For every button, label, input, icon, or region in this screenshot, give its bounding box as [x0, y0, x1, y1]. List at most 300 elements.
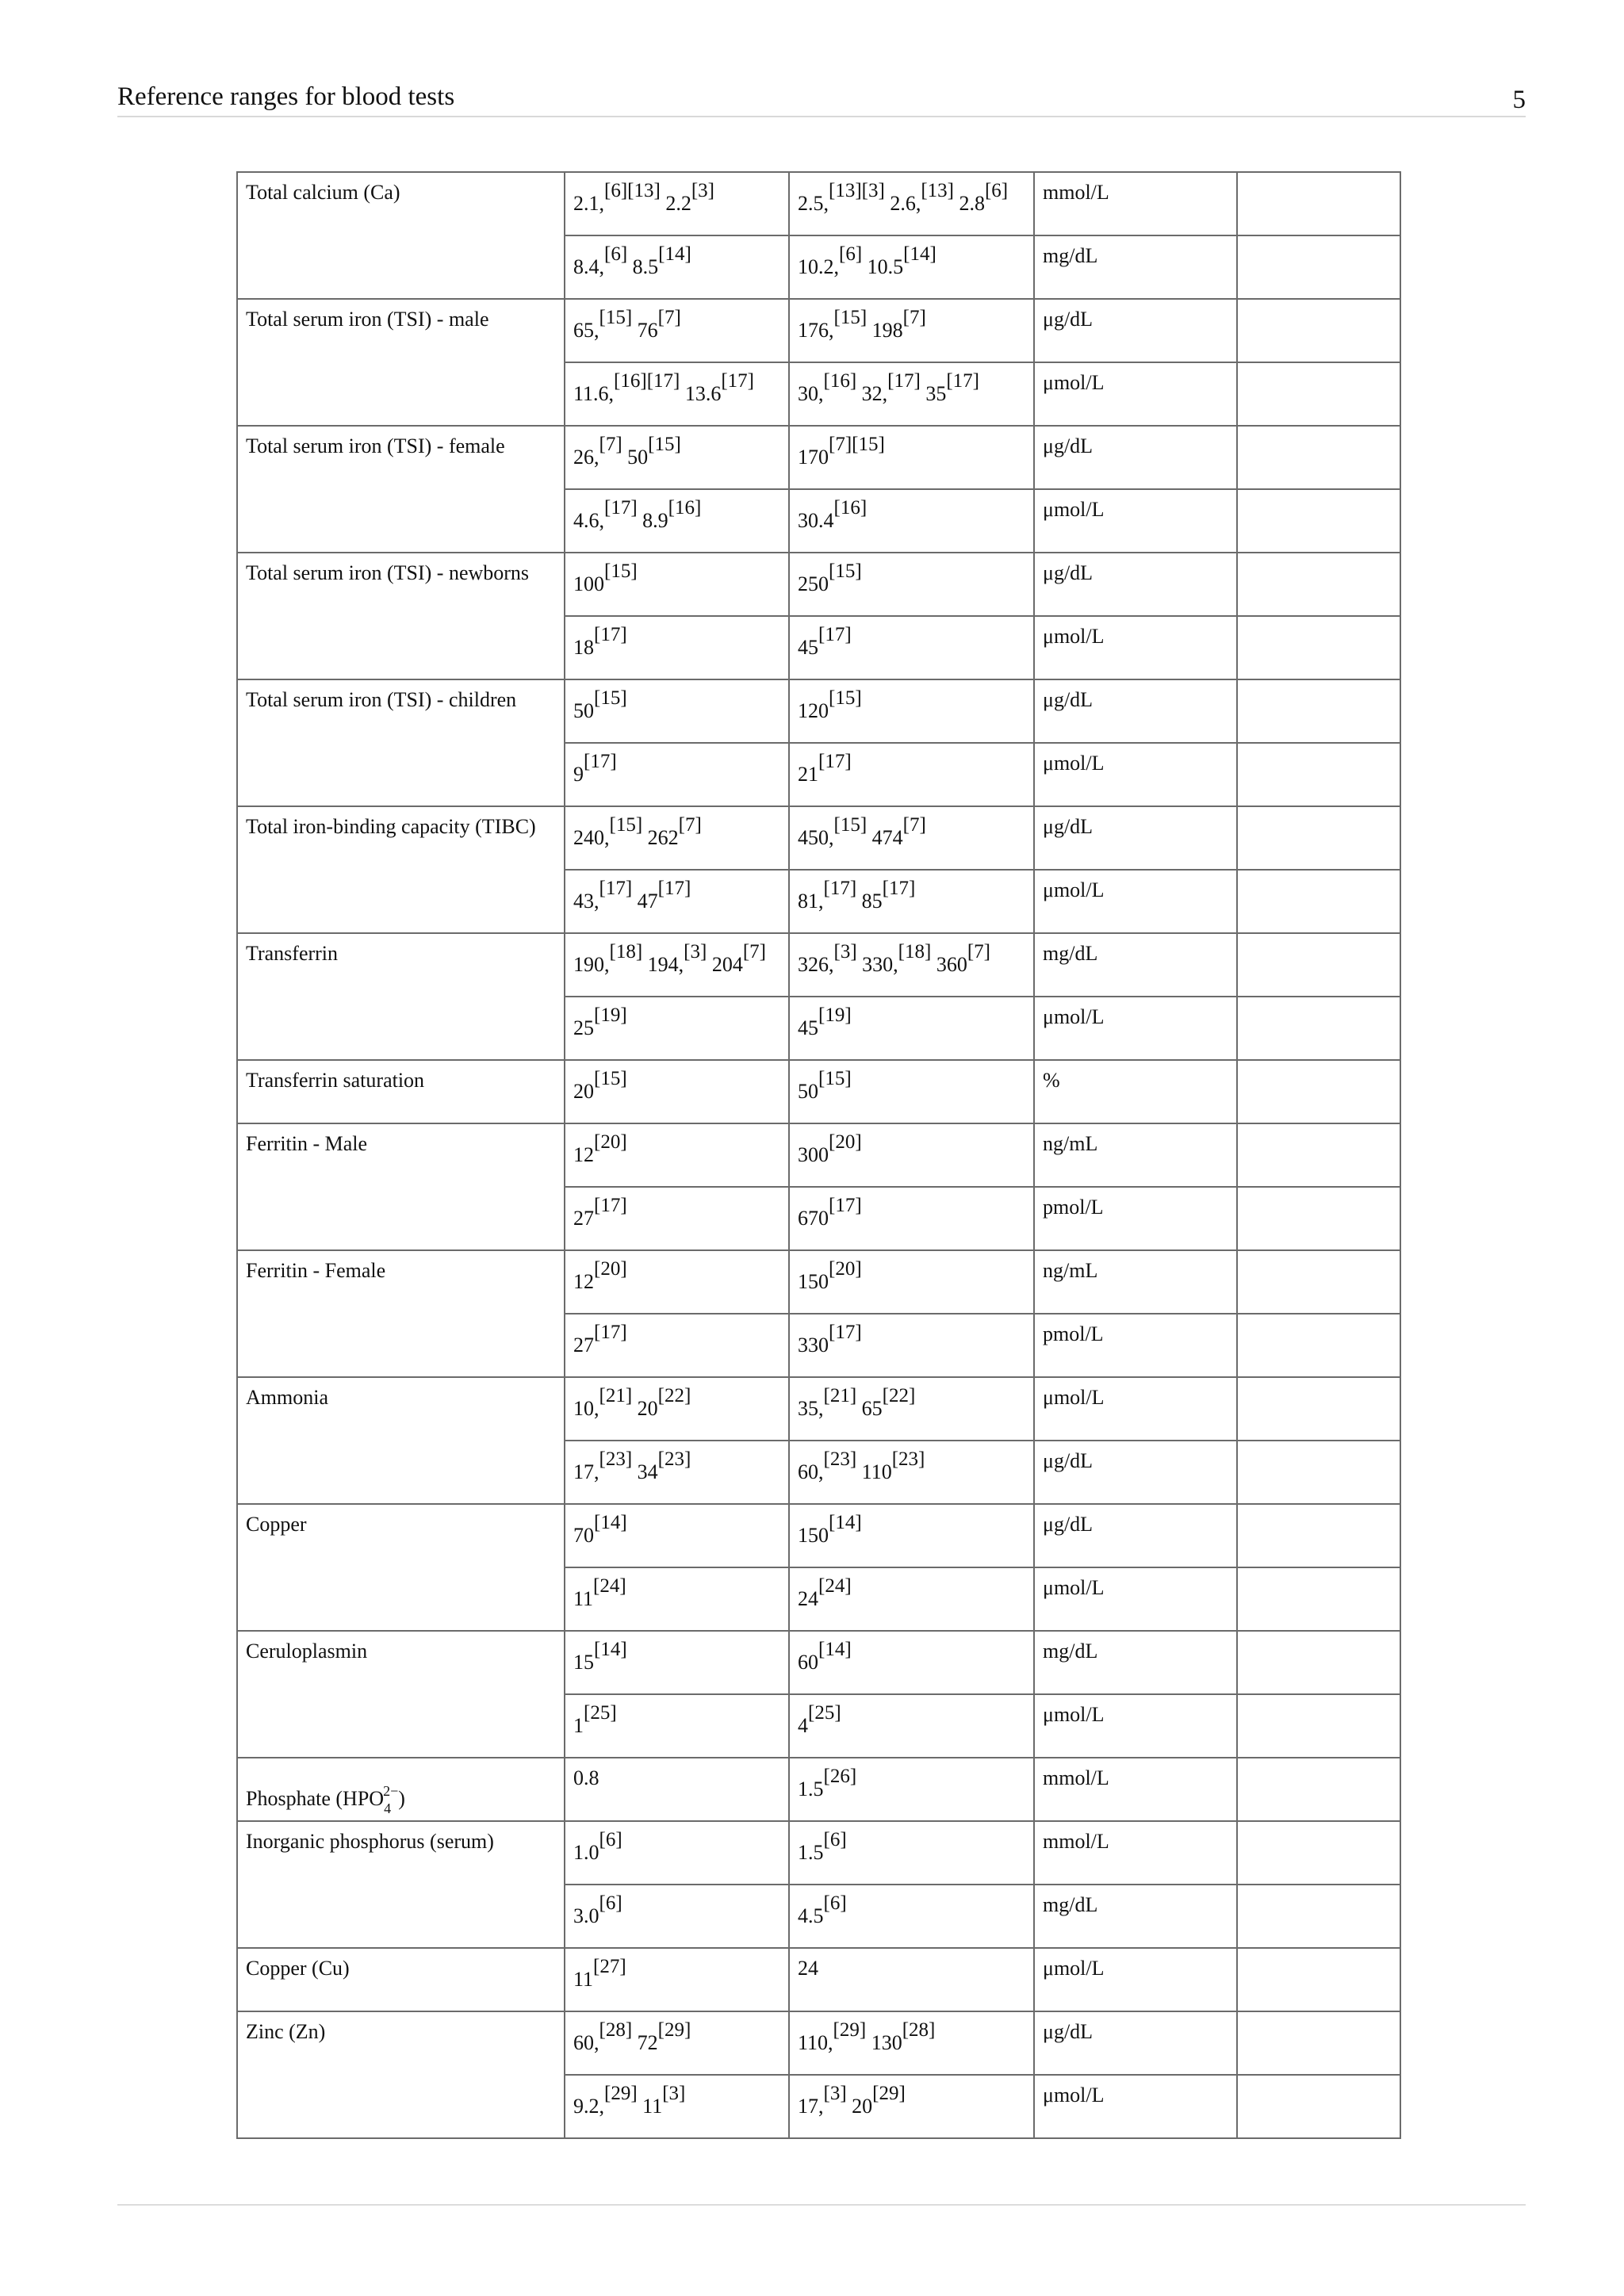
unit-cell	[1034, 1885, 1237, 1948]
citation-ref: [24]	[818, 1575, 852, 1597]
unit-cell	[1034, 2075, 1237, 2138]
citation-ref: [15]	[604, 561, 638, 582]
value-number: 12	[573, 1143, 594, 1166]
test-name-text: Inorganic phosphorus (serum)	[246, 1830, 494, 1853]
unit-text: mg/dL	[1043, 244, 1098, 267]
value-number: 65	[861, 1397, 883, 1420]
value-number: 25	[573, 1016, 594, 1039]
citation-ref: [22]	[882, 1385, 916, 1406]
test-name-cell	[237, 933, 565, 1060]
lower-limit-cell	[565, 1504, 789, 1567]
unit-text: μmol/L	[1043, 1703, 1105, 1726]
upper-limit-cell	[789, 616, 1034, 679]
upper-limit-cell	[789, 2011, 1034, 2075]
value-number: 670	[798, 1207, 829, 1230]
upper-limit-cell	[789, 1441, 1034, 1504]
upper-limit-cell	[789, 1123, 1034, 1187]
lower-limit-cell	[565, 1948, 789, 2011]
range-value	[573, 748, 617, 786]
table-row	[237, 806, 1400, 870]
citation-ref: [17]	[594, 624, 627, 645]
citation-ref: [17]	[599, 878, 633, 899]
unit-cell	[1034, 553, 1237, 616]
lower-limit-cell	[565, 1123, 789, 1187]
value-number: 240,	[573, 826, 610, 849]
value-number: 198	[871, 319, 903, 342]
lower-limit-cell	[565, 172, 789, 235]
upper-limit-cell	[789, 1250, 1034, 1314]
range-value	[573, 558, 638, 596]
value-number: 34	[637, 1460, 658, 1483]
value-number: 0.8	[573, 1766, 599, 1789]
range-value	[798, 1446, 925, 1484]
unit-cell	[1034, 616, 1237, 679]
lower-limit-cell	[565, 806, 789, 870]
range-value	[798, 2080, 906, 2118]
unit-text: μmol/L	[1043, 1386, 1105, 1409]
range-value	[798, 431, 885, 469]
unit-cell	[1034, 1821, 1237, 1885]
empty-cell	[1237, 299, 1400, 362]
citation-ref: [17]	[887, 370, 921, 392]
test-name-text: Total calcium (Ca)	[246, 181, 400, 204]
test-name-cell	[237, 553, 565, 679]
empty-cell	[1237, 1694, 1400, 1758]
lower-limit-cell	[565, 933, 789, 997]
range-value	[798, 812, 926, 850]
range-value	[573, 1192, 627, 1230]
test-name-cell	[237, 1821, 565, 1948]
range-value	[573, 1763, 599, 1790]
citation-ref: [25]	[584, 1702, 617, 1724]
value-number: 4.5	[798, 1904, 824, 1927]
citation-ref: [14]	[658, 243, 691, 265]
citation-ref: [28]	[902, 2019, 936, 2041]
test-name-text: Transferrin saturation	[246, 1069, 425, 1092]
citation-ref: [19]	[594, 1004, 627, 1026]
range-value	[573, 2017, 691, 2055]
unit-text: μg/dL	[1043, 308, 1094, 331]
test-name-cell	[237, 172, 565, 299]
test-name-text: Ammonia	[246, 1386, 328, 1409]
value-number: 190,	[573, 953, 610, 976]
empty-cell	[1237, 553, 1400, 616]
range-value	[573, 1129, 627, 1167]
empty-cell	[1237, 1250, 1400, 1314]
test-name	[246, 1383, 328, 1410]
citation-ref: [17]	[721, 370, 755, 392]
value-number: 30.4	[798, 509, 834, 532]
empty-cell	[1237, 426, 1400, 489]
range-value	[573, 1827, 622, 1865]
unit-text: μmol/L	[1043, 498, 1105, 521]
value-number: 4	[798, 1714, 808, 1737]
value-number: 9	[573, 763, 584, 786]
citation-ref: [7]	[678, 814, 702, 836]
empty-cell	[1237, 1948, 1400, 2011]
unit-cell	[1034, 1631, 1237, 1694]
value-number: 2.8	[959, 192, 985, 215]
range-value	[573, 495, 701, 533]
value-number: 130	[871, 2031, 902, 2054]
citation-ref: [6][13]	[604, 180, 661, 201]
range-value	[798, 2017, 935, 2055]
unit-cell	[1034, 1758, 1237, 1821]
citation-ref: [7]	[599, 434, 622, 455]
value-number: 8.9	[642, 509, 668, 532]
value-number: 330	[798, 1334, 829, 1357]
table-row	[237, 1504, 1400, 1567]
empty-cell	[1237, 1821, 1400, 1885]
test-name-text: Copper	[246, 1513, 307, 1536]
value-number: 11.6,	[573, 382, 615, 405]
citation-ref: [28]	[599, 2019, 633, 2041]
formula-charge: 2−	[383, 1783, 399, 1799]
unit-text: μg/dL	[1043, 1449, 1094, 1472]
empty-cell	[1237, 1377, 1400, 1441]
value-number: 150	[798, 1270, 829, 1293]
citation-ref: [29]	[604, 2083, 638, 2104]
citation-ref: [29]	[657, 2019, 691, 2041]
value-number: 20	[852, 2095, 873, 2118]
empty-cell	[1237, 1504, 1400, 1567]
value-number: 1.0	[573, 1841, 599, 1864]
test-name	[246, 812, 536, 839]
citation-ref: [15]	[833, 814, 868, 836]
citation-ref: [17]	[823, 878, 857, 899]
citation-ref: [6]	[984, 180, 1009, 201]
test-name-text: Total serum iron (TSI) - children	[246, 688, 517, 711]
unit-text: pmol/L	[1043, 1322, 1104, 1345]
empty-cell	[1237, 1187, 1400, 1250]
lower-limit-cell	[565, 679, 789, 743]
citation-ref: [17]	[657, 878, 691, 899]
citation-ref: [14]	[594, 1512, 627, 1533]
range-value	[798, 495, 867, 533]
empty-cell	[1237, 172, 1400, 235]
range-value	[798, 1192, 862, 1230]
value-number: 100	[573, 572, 604, 595]
citation-ref: [17]	[829, 1322, 862, 1343]
upper-limit-cell	[789, 1314, 1034, 1377]
citation-ref: [15]	[594, 687, 627, 709]
unit-text: μmol/L	[1043, 1576, 1105, 1599]
range-value	[798, 685, 862, 723]
value-number: 250	[798, 572, 829, 595]
empty-cell	[1237, 806, 1400, 870]
range-value	[798, 558, 862, 596]
value-number: 60	[798, 1651, 818, 1674]
upper-limit-cell	[789, 489, 1034, 553]
value-number: 30,	[798, 382, 824, 405]
test-name-cell	[237, 1758, 565, 1821]
citation-ref: [19]	[818, 1004, 852, 1026]
range-value	[798, 1129, 862, 1167]
test-name-text: Ferritin - Female	[246, 1259, 386, 1282]
citation-ref: [17]	[594, 1322, 627, 1343]
value-number: 120	[798, 699, 829, 722]
value-number: 24	[798, 1957, 818, 1980]
citation-ref: [17]	[584, 751, 617, 772]
range-value	[798, 875, 915, 913]
range-value	[573, 812, 702, 850]
value-number: 8.5	[632, 255, 659, 278]
unit-text: μmol/L	[1043, 752, 1105, 775]
citation-ref: [6]	[839, 243, 863, 265]
citation-ref: [16][17]	[614, 370, 680, 392]
citation-ref: [27]	[593, 1956, 626, 1977]
citation-ref: [29]	[872, 2083, 906, 2104]
range-value	[573, 875, 691, 913]
unit-cell	[1034, 1694, 1237, 1758]
value-number: 45	[798, 636, 818, 659]
citation-ref: [21]	[823, 1385, 857, 1406]
value-number: 60,	[798, 1460, 824, 1483]
value-number: 76	[637, 319, 658, 342]
citation-ref: [24]	[593, 1575, 626, 1597]
citation-ref: [7]	[902, 307, 926, 328]
upper-limit-cell	[789, 1821, 1034, 1885]
lower-limit-cell	[565, 1567, 789, 1631]
unit-cell	[1034, 2011, 1237, 2075]
citation-ref: [15]	[594, 1068, 627, 1089]
citation-ref: [20]	[594, 1131, 627, 1153]
value-number: 35	[925, 382, 947, 405]
empty-cell	[1237, 489, 1400, 553]
test-name-cell	[237, 679, 565, 806]
table-row	[237, 1821, 1400, 1885]
value-number: 204	[711, 953, 743, 976]
empty-cell	[1237, 1314, 1400, 1377]
range-value	[573, 368, 754, 406]
citation-ref: [15]	[833, 307, 868, 328]
range-value	[798, 622, 852, 660]
value-number: 35,	[798, 1397, 824, 1420]
citation-ref: [29]	[833, 2019, 867, 2041]
range-value	[573, 1890, 622, 1928]
unit-cell	[1034, 933, 1237, 997]
empty-cell	[1237, 743, 1400, 806]
lower-limit-cell	[565, 1758, 789, 1821]
citation-ref: [23]	[599, 1448, 633, 1470]
upper-limit-cell	[789, 362, 1034, 426]
test-name	[246, 1510, 307, 1536]
lower-limit-cell	[565, 2011, 789, 2075]
unit-text: μg/dL	[1043, 561, 1094, 584]
lower-limit-cell	[565, 553, 789, 616]
range-value	[573, 241, 691, 279]
value-number: 13.6	[684, 382, 722, 405]
citation-ref: [7]	[657, 307, 681, 328]
range-value	[573, 1383, 691, 1421]
test-name	[246, 1827, 494, 1854]
upper-limit-cell	[789, 1948, 1034, 2011]
citation-ref: [20]	[829, 1131, 862, 1153]
citation-ref: [17]	[946, 370, 979, 392]
citation-ref: [7]	[967, 941, 990, 962]
empty-cell	[1237, 933, 1400, 997]
value-number: 8.4,	[573, 255, 604, 278]
empty-cell	[1237, 870, 1400, 933]
citation-ref: [15]	[829, 561, 862, 582]
empty-cell	[1237, 2075, 1400, 2138]
range-value	[798, 1890, 847, 1928]
citation-ref: [6]	[823, 1829, 847, 1850]
table-row	[237, 1250, 1400, 1314]
table-row	[237, 172, 1400, 235]
upper-limit-cell	[789, 2075, 1034, 2138]
unit-text: μmol/L	[1043, 1957, 1105, 1980]
citation-ref: [7]	[742, 941, 766, 962]
value-number: 43,	[573, 890, 599, 913]
test-name-text: Zinc (Zn)	[246, 2020, 326, 2043]
unit-cell	[1034, 743, 1237, 806]
value-number: 50	[627, 446, 649, 469]
page-header-title: Reference ranges for blood tests	[117, 82, 455, 111]
range-value	[798, 1700, 841, 1738]
lower-limit-cell	[565, 489, 789, 553]
test-name	[246, 1636, 367, 1663]
lower-limit-cell	[565, 1314, 789, 1377]
value-number: 1.5	[798, 1777, 824, 1800]
formula-subscript: 4	[384, 1800, 392, 1816]
test-name	[246, 1129, 367, 1156]
value-number: 26,	[573, 446, 599, 469]
value-number: 65,	[573, 319, 599, 342]
table-row	[237, 1060, 1400, 1123]
value-number: 21	[798, 763, 818, 786]
unit-cell	[1034, 997, 1237, 1060]
upper-limit-cell	[789, 743, 1034, 806]
test-name-text: Ceruloplasmin	[246, 1640, 368, 1663]
unit-cell	[1034, 1504, 1237, 1567]
range-value	[573, 939, 766, 977]
unit-text: mmol/L	[1043, 181, 1109, 204]
test-name-text: Copper (Cu)	[246, 1957, 350, 1980]
value-number: 15	[573, 1651, 594, 1674]
range-value	[798, 1827, 847, 1865]
unit-cell	[1034, 172, 1237, 235]
upper-limit-cell	[789, 235, 1034, 299]
value-number: 32,	[861, 382, 888, 405]
citation-ref: [3]	[833, 941, 857, 962]
empty-cell	[1237, 1631, 1400, 1694]
test-name	[246, 1066, 424, 1093]
range-value	[573, 1700, 617, 1738]
test-name-cell	[237, 806, 565, 933]
unit-text: μmol/L	[1043, 2084, 1105, 2107]
lower-limit-cell	[565, 1694, 789, 1758]
range-value	[573, 178, 714, 216]
unit-cell	[1034, 1567, 1237, 1631]
value-number: 4.6,	[573, 509, 604, 532]
empty-cell	[1237, 1567, 1400, 1631]
empty-cell	[1237, 1060, 1400, 1123]
citation-ref: [20]	[594, 1258, 627, 1280]
unit-text: ng/mL	[1043, 1132, 1098, 1155]
citation-ref: [15]	[818, 1068, 852, 1089]
empty-cell	[1237, 2011, 1400, 2075]
lower-limit-cell	[565, 299, 789, 362]
test-name-text: Total serum iron (TSI) - male	[246, 308, 489, 331]
value-number: 360	[936, 953, 967, 976]
value-number: 10.2,	[798, 255, 839, 278]
unit-text: %	[1043, 1069, 1060, 1092]
lower-limit-cell	[565, 1441, 789, 1504]
unit-cell	[1034, 362, 1237, 426]
unit-text: μmol/L	[1043, 625, 1105, 648]
value-number: 20	[573, 1080, 594, 1103]
range-value	[573, 1446, 691, 1484]
unit-cell	[1034, 1123, 1237, 1187]
citation-ref: [17]	[594, 1195, 627, 1216]
citation-ref: [13][3]	[829, 180, 885, 201]
test-name-text: Phosphate (HPO	[246, 1787, 385, 1810]
empty-cell	[1237, 997, 1400, 1060]
upper-limit-cell	[789, 1694, 1034, 1758]
lower-limit-cell	[565, 1250, 789, 1314]
citation-ref: [21]	[599, 1385, 633, 1406]
page-header	[117, 79, 1526, 117]
unit-text: ng/mL	[1043, 1259, 1098, 1282]
citation-ref: [6]	[599, 1892, 622, 1914]
unit-cell	[1034, 1250, 1237, 1314]
test-name	[246, 1763, 405, 1816]
unit-cell	[1034, 679, 1237, 743]
empty-cell	[1237, 1885, 1400, 1948]
value-number: 24	[798, 1587, 818, 1610]
range-value	[798, 1954, 818, 1980]
citation-ref: [23]	[657, 1448, 691, 1470]
value-number: 2.2	[665, 192, 691, 215]
value-number: 10.5	[867, 255, 904, 278]
upper-limit-cell	[789, 997, 1034, 1060]
test-name-cell	[237, 299, 565, 426]
value-number: 45	[798, 1016, 818, 1039]
test-name-cell	[237, 1060, 565, 1123]
citation-ref: [23]	[823, 1448, 857, 1470]
lower-limit-cell	[565, 870, 789, 933]
citation-ref: [17]	[818, 624, 852, 645]
test-name-text: Total serum iron (TSI) - female	[246, 434, 505, 457]
range-value	[798, 304, 926, 342]
citation-ref: [6]	[823, 1892, 847, 1914]
range-value	[798, 1066, 852, 1104]
value-number: 474	[871, 826, 903, 849]
value-number: 47	[637, 890, 658, 913]
unit-cell	[1034, 1314, 1237, 1377]
page-number: 5	[1512, 86, 1526, 114]
upper-limit-cell	[789, 553, 1034, 616]
value-number: 10,	[573, 1397, 599, 1420]
lower-limit-cell	[565, 1060, 789, 1123]
upper-limit-cell	[789, 1060, 1034, 1123]
range-value	[798, 939, 990, 977]
range-value	[573, 1510, 627, 1548]
citation-ref: [25]	[808, 1702, 841, 1724]
value-number: 330,	[862, 953, 898, 976]
citation-ref: [6]	[599, 1829, 622, 1850]
value-number: 12	[573, 1270, 594, 1293]
value-number: 18	[573, 636, 594, 659]
upper-limit-cell	[789, 1377, 1034, 1441]
value-number: 27	[573, 1207, 594, 1230]
upper-limit-cell	[789, 1187, 1034, 1250]
range-value	[798, 1573, 852, 1611]
upper-limit-cell	[789, 1567, 1034, 1631]
range-value	[798, 241, 936, 279]
lower-limit-cell	[565, 1377, 789, 1441]
